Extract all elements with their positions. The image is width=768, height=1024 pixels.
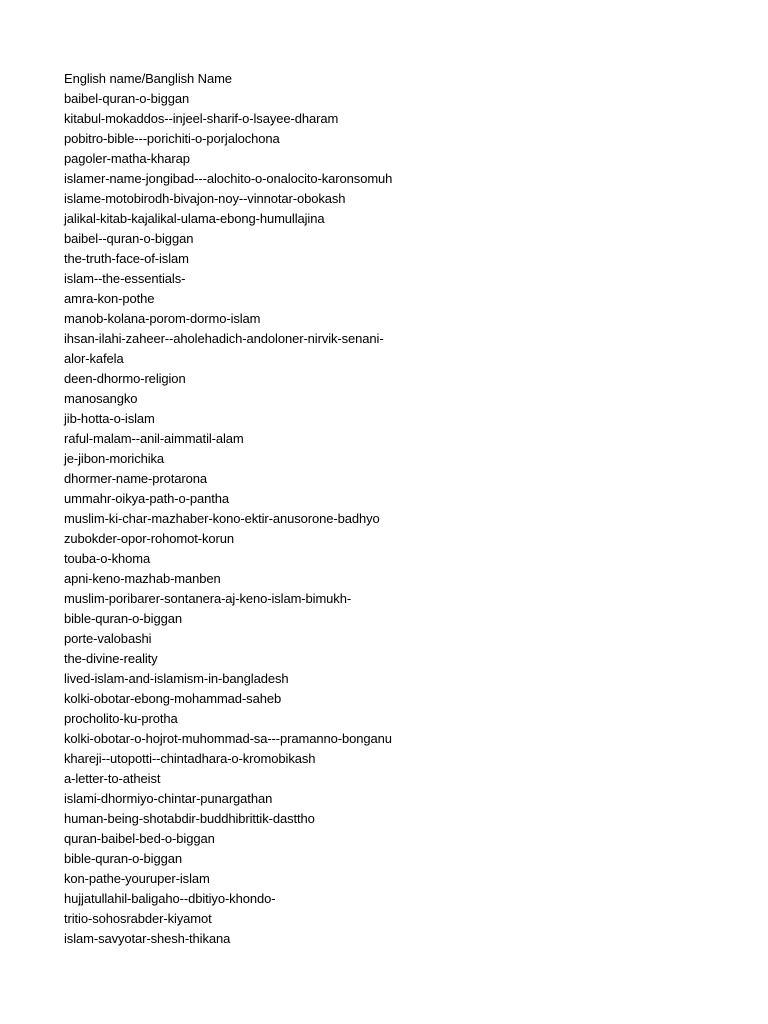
list-item: zubokder-opor-rohomot-korun [64, 531, 234, 546]
list-item: the-divine-reality [64, 651, 158, 666]
list-item: tritio-sohosrabder-kiyamot [64, 911, 212, 926]
list-item: touba-o-khoma [64, 551, 151, 566]
list-item: porte-valobashi [64, 631, 152, 646]
document-page [64, 69, 744, 949]
list-item: deen-dhormo-religion [64, 371, 186, 386]
list-item: kitabul-mokaddos--injeel-sharif-o-lsayee-dharam [64, 111, 339, 126]
list-item: baibel--quran-o-biggan [64, 231, 194, 246]
list-item: kolki-obotar-o-hojrot-muhommad-sa---pramanno-bonganu [64, 731, 392, 746]
list-item: islam-savyotar-shesh-thikana [64, 931, 231, 946]
list-item: khareji--utopotti--chintadhara-o-kromobikash [64, 751, 316, 766]
list-item: raful-malam--anil-aimmatil-alam [64, 431, 244, 446]
list-item: islam--the-essentials- [64, 271, 186, 286]
list-item: lived-islam-and-islamism-in-bangladesh [64, 671, 289, 686]
list-item: je-jibon-morichika [64, 451, 165, 466]
list-item: islami-dhormiyo-chintar-punargathan [64, 791, 273, 806]
list-item: human-being-shotabdir-buddhibrittik-dasttho [64, 811, 315, 826]
list-item: apni-keno-mazhab-manben [64, 571, 221, 586]
list-item: manosangko [64, 391, 138, 406]
list-item: procholito-ku-protha [64, 711, 178, 726]
list-item: muslim-ki-char-mazhaber-kono-ektir-anusorone-badhyo [64, 511, 380, 526]
list-item: bible-quran-o-biggan [64, 611, 182, 626]
list-item: ihsan-ilahi-zaheer--aholehadich-andoloner-nirvik-senani- [64, 331, 384, 346]
list-item: amra-kon-pothe [64, 291, 155, 306]
list-item: pagoler-matha-kharap [64, 151, 190, 166]
list-item: bible-quran-o-biggan [64, 851, 182, 866]
list-item: kon-pathe-youruper-islam [64, 871, 210, 886]
list-item: baibel-quran-o-biggan [64, 91, 190, 106]
list-item: jib-hotta-o-islam [64, 411, 155, 426]
list-item: jalikal-kitab-kajalikal-ulama-ebong-humullajina [64, 211, 325, 226]
list-item: islamer-name-jongibad---alochito-o-onalocito-karonsomuh [64, 171, 393, 186]
list-item: kolki-obotar-ebong-mohammad-saheb [64, 691, 282, 706]
list-item: hujjatullahil-baligaho--dbitiyo-khondo- [64, 891, 276, 906]
title-list [64, 89, 744, 949]
list-item: alor-kafela [64, 351, 124, 366]
list-item: a-letter-to-atheist [64, 771, 161, 786]
list-item: manob-kolana-porom-dormo-islam [64, 311, 261, 326]
list-item: ummahr-oikya-path-o-pantha [64, 491, 230, 506]
list-item: dhormer-name-protarona [64, 471, 208, 486]
list-item: islame-motobirodh-bivajon-noy--vinnotar-obokash [64, 191, 346, 206]
list-item: quran-baibel-bed-o-biggan [64, 831, 215, 846]
list-item: muslim-poribarer-sontanera-aj-keno-islam-bimukh- [64, 591, 352, 606]
list-header: English name/Banglish Name [64, 71, 232, 86]
list-item: pobitro-bible---porichiti-o-porjalochona [64, 131, 280, 146]
list-item: the-truth-face-of-islam [64, 251, 189, 266]
